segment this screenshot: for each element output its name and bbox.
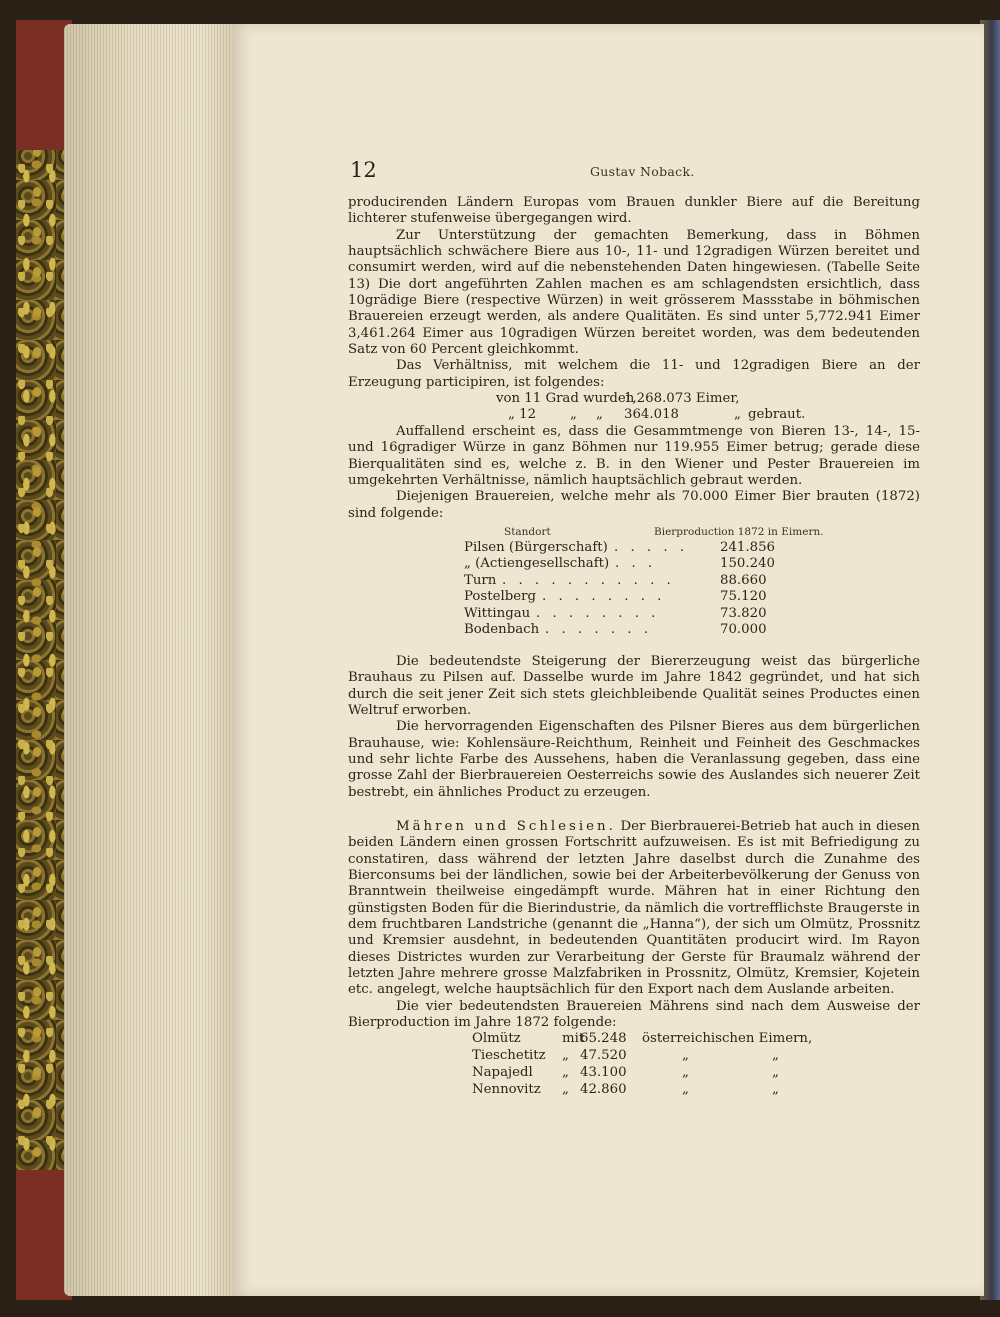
paragraph: Das Verhältniss, mit welchem die 11- und 12gradigen Biere an der Erzeugung participiren, ist folgendes:: [348, 358, 920, 390]
list-q1: „: [682, 1048, 689, 1064]
list-q2: „: [772, 1048, 779, 1064]
list-place: Nennovitz: [472, 1082, 541, 1098]
table-cell-value: 73.820: [720, 605, 767, 621]
list-item: [348, 1031, 920, 1048]
statement-suffix: gebraut.: [748, 407, 806, 423]
page-body: [348, 195, 920, 1099]
list-value: 43.100: [580, 1065, 627, 1081]
table-row: [348, 573, 920, 590]
statement-value: 364.018: [624, 407, 679, 423]
table-cell-place: Pilsen (Bürgerschaft): [464, 539, 608, 555]
section-paragraph: [348, 819, 920, 999]
paragraph: Die bedeutendste Steigerung der Biererzeugung weist das bürgerliche Brauhaus zu Pilsen auf. Dasselbe wurde im Jahre 1842 gegründet, und hat sich durch die seit jener Zeit sich stets gleichbleibende Qualität seines Productes einen Weltruf erworben.: [348, 653, 920, 718]
list-value: 65.248: [580, 1031, 627, 1047]
list-item: [348, 1065, 920, 1082]
statement-line: [348, 407, 920, 423]
list-value: 42.860: [580, 1082, 627, 1098]
statement-ditto: „ 12: [508, 407, 537, 423]
statement-ditto: „: [570, 407, 577, 423]
leader-dots: . . . . . . . .: [542, 589, 666, 605]
list-q1: „: [682, 1065, 689, 1081]
table-cell-value: 241.856: [720, 539, 775, 555]
table-cell-value: 88.660: [720, 572, 767, 588]
leader-dots: . . .: [615, 556, 657, 572]
statement-ditto: „: [596, 407, 603, 423]
brewery-table: [348, 524, 920, 654]
moravia-list: [348, 1031, 920, 1099]
table-cell-place: Postelberg: [464, 589, 536, 605]
page-edges: [64, 24, 236, 1296]
statement-prefix: von 11 Grad wurden: [496, 391, 635, 407]
running-head: Gustav Noback.: [590, 164, 695, 179]
paragraph: Diejenigen Brauereien, welche mehr als 70.000 Eimer Bier brauten (1872) sind folgende:: [348, 489, 920, 521]
list-item: [348, 1082, 920, 1099]
list-place: Olmütz: [472, 1031, 521, 1047]
section-text: Der Bierbrauerei-Betrieb hat auch in diesen beiden Ländern einen grossen Fortschritt aufzuweisen. Es ist mit Befriedigung zu constatiren, dass während der letzten Jahre daselbst durch die Zunahme des Bierconsums bei der ländlichen, sowie bei der Arbeiterbevölkerung der Genuss von Branntwein theilweise eingedämpft wurde. Mähren hat in einer Richtung den günstigsten Boden für die Bierindustrie, da nämlich die vortrefflichste Braugerste in dem fruchtbaren Landstriche (genannt die „Hanna“), der sich um Olmütz, Prossnitz und Kremsier ausdehnt, in bedeutenden Quantitäten producirt wird. Im Rayon dieses Districtes wurden zur Verarbeitung der Gerste für Braumalz während der letzten Jahre mehrere grosse Malzfabriken in Prossnitz, Olmütz, Kremsier, Kojetein etc. angelegt, welche hauptsächlich für den Export nach dem Auslande arbeiten.: [348, 818, 920, 998]
list-prep: „: [562, 1065, 569, 1081]
list-item: [348, 1048, 920, 1065]
leader-dots: . . . . .: [614, 539, 689, 555]
paragraph: Die vier bedeutendsten Brauereien Mährens sind nach dem Ausweise der Bierproduction im Jahre 1872 folgende:: [348, 998, 920, 1031]
table-cell-value: 70.000: [720, 622, 767, 638]
table-cell-place: Wittingau: [464, 605, 531, 621]
paragraph: Zur Unterstützung der gemachten Bemerkung, dass in Böhmen hauptsächlich schwächere Biere aus 10-, 11- und 12gradigen Würzen bereitet und consumirt werden, wird auf die nebenstehenden Daten hingewiesen. (Tabelle Seite 13) Die dort angeführten Zahlen machen es am schlagendsten ersichtlich, dass 10grädige Biere (respective Würzen) in weit grösserem Massstabe in böhmischen Brauereien erzeugt werden, als andere Qualitäten. Es sind unter 5,772.941 Eimer 3,461.264 Eimer aus 10gradigen Würzen bereitet worden, was dem bedeutenden Satz von 60 Percent gleichkommt.: [348, 227, 920, 358]
list-prep: „: [562, 1082, 569, 1098]
statement-ditto: „: [734, 407, 741, 423]
statement-line: [348, 391, 920, 407]
page-number: 12: [350, 158, 377, 182]
leader-dots: . . . . . . . .: [536, 605, 660, 621]
table-row: [348, 606, 920, 623]
table-header-place: Standort: [504, 525, 551, 538]
section-heading: Mähren und Schlesien.: [396, 818, 616, 834]
table-row: [348, 622, 920, 639]
table-cell-place: Bodenbach: [464, 622, 540, 638]
paragraph: Auffallend erscheint es, dass die Gesammtmenge von Bieren 13-, 14-, 15- und 16gradiger Würze in ganz Böhmen nur 119.955 Eimer betrug; gerade diese Bierqualitäten sind es, welche z. B. in den Wiener und Pester Brauereien im umgekehrten Verhältnisse, nämlich hauptsächlich gebraut werden.: [348, 423, 920, 488]
list-unit: österreichischen Eimern,: [642, 1031, 813, 1047]
leader-dots: . . . . . . .: [545, 622, 652, 638]
list-q2: „: [772, 1065, 779, 1081]
table-cell-value: 75.120: [720, 589, 767, 605]
list-q1: „: [682, 1082, 689, 1098]
table-row: [348, 589, 920, 606]
table-row: [348, 556, 920, 573]
list-q2: „: [772, 1082, 779, 1098]
list-value: 47.520: [580, 1048, 627, 1064]
statement-value: 1,268.073 Eimer,: [624, 391, 740, 407]
table-cell-place: Turn: [464, 572, 497, 588]
list-prep: „: [562, 1048, 569, 1064]
table-header-value: Bierproduction 1872 in Eimern.: [654, 525, 824, 538]
paragraph: producirenden Ländern Europas vom Brauen dunkler Biere auf die Bereitung lichterer stufenweise übergegangen wird.: [348, 195, 920, 227]
list-prep: mit: [562, 1031, 585, 1047]
leader-dots: . . . . . . . . . . .: [502, 572, 675, 588]
page-header: [350, 158, 920, 186]
table-cell-place: „ (Actiengesellschaft): [464, 556, 610, 572]
table-row: [348, 540, 920, 557]
list-place: Napajedl: [472, 1065, 533, 1081]
list-place: Tieschetitz: [472, 1048, 546, 1064]
paragraph: Die hervorragenden Eigenschaften des Pilsner Bieres aus dem bürgerlichen Brauhause, wie: Kohlensäure-Reichthum, Reinheit und Feinheit des Geschmackes und sehr lichte Farbe des Aussehens, haben die Veranlassung gegeben, dass eine grosse Zahl der Bierbrauereien Oesterreichs sowie des Auslandes sich neuerer Zeit bestrebt, ein ähnliches Product zu erzeugen.: [348, 719, 920, 800]
table-cell-value: 150.240: [720, 556, 775, 572]
